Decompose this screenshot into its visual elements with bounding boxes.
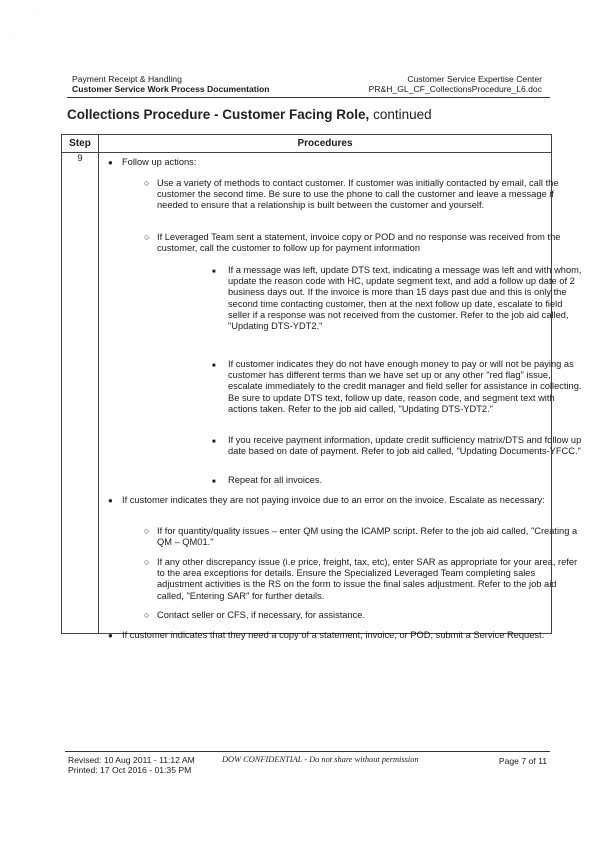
list-item: If any other discrepancy issue (i.e price, freight, tax, etc), enter SAR as appropriate for your area, refer to the area exceptions for details. Ensure the Specialized Leveraged Team completing sales adjustment activities is the RS on the form to issue the final sales adjustment. Refer to the job aid called, "Entering SAR" for further details. [157,557,578,601]
scan-mark: ˙ [12,34,14,40]
square-bullet-icon: ■ [212,479,216,485]
footer-dates [68,755,195,775]
square-bullet-icon: ■ [212,269,216,275]
header-section-title: Payment Receipt & Handling [72,74,182,84]
bullet-icon: ● [108,496,113,505]
procedures-column-header: Procedures [99,135,552,153]
printed-date: Printed: 17 Oct 2016 - 01:35 PM [68,765,192,775]
list-item: If customer indicates they are not paying invoice due to an error on the invoice. Escalate as necessary: [122,495,545,505]
header-doc-type: Customer Service Work Process Documentation [72,84,270,94]
list-item: Follow up actions: [122,157,197,167]
list-item: If Leveraged Team sent a statement, invoice copy or POD and no response was received from the customer, call the customer to follow up for payment information [157,232,561,254]
circle-bullet-icon: ○ [144,526,150,536]
bullet-icon: ● [108,158,113,167]
header-right [369,74,542,94]
confidential-notice: DOW CONFIDENTIAL - Do not share without permission [222,755,419,764]
list-item: If customer indicates that they need a copy of a statement, invoice, or POD, submit a Service Request. [122,630,545,640]
list-item: If a message was left, update DTS text, indicating a message was left and with whom, update the reason code with HC, update segment text, and add a follow up date of 2 business days out. If the invoice is more than 15 days past due and this is only the second time contacting customer, then at the next follow up date, escalate to field seller if a response was not received from the customer. Refer to the job aid called, "Updating DTS-YDT2." [228,265,582,332]
revised-date: Revised: 10 Aug 2011 - 11:12 AM [68,755,195,765]
table-row [62,153,552,634]
page-title-main: Collections Procedure - Customer Facing Role, [67,107,370,122]
header-rule [67,97,550,98]
circle-bullet-icon: ○ [144,557,150,567]
list-item: If customer indicates they do not have enough money to pay or will not be paying as customer has different terms than we have set up or any other "red flag" issue, escalate immediately to the credit manager and field seller for assistance in collecting. Be sure to update DTS text, follow up date, reason code, and segment text with actions taken. Refer to the job aid called, "Updating DTS-YDT2." [228,359,582,414]
square-bullet-icon: ■ [212,363,216,369]
footer-rule [65,751,550,752]
page-number: Page 7 of 11 [498,756,547,766]
step-column-header: Step [62,135,99,153]
circle-bullet-icon: ○ [144,610,150,620]
procedure-cell [99,153,582,640]
page-title [67,107,432,122]
table-header-row [62,135,552,153]
step-number: 9 [62,153,99,634]
list-item: Repeat for all invoices. [228,475,323,485]
page-title-suffix: continued [369,107,432,122]
bullet-icon: ● [108,631,113,640]
square-bullet-icon: ■ [212,439,216,445]
list-item: Use a variety of methods to contact customer. If customer was initially contacted by email, call the customer the second time. Be sure to use the phone to call the customer and leave a message if needed to ensure that a relationship is built between the customer and yourself. [157,178,559,211]
header-center-name: Customer Service Expertise Center [407,74,542,84]
header-left [72,74,270,94]
list-item: If you receive payment information, update credit sufficiency matrix/DTS and follow up date based on date of payment. Refer to job aid called, "Updating Documents-YFCC." [228,435,582,457]
list-item: If for quantity/quality issues – enter QM using the ICAMP script. Refer to the job aid called, "Creating a QM – QM01." [157,526,578,548]
header-filename: PR&H_GL_CF_CollectionsProcedure_L6.doc [368,84,542,94]
scan-mark: ˙ [34,12,36,18]
circle-bullet-icon: ○ [144,178,150,188]
circle-bullet-icon: ○ [144,232,150,242]
procedure-table [61,134,582,640]
list-item: Contact seller or CFS, if necessary, for assistance. [157,610,366,620]
